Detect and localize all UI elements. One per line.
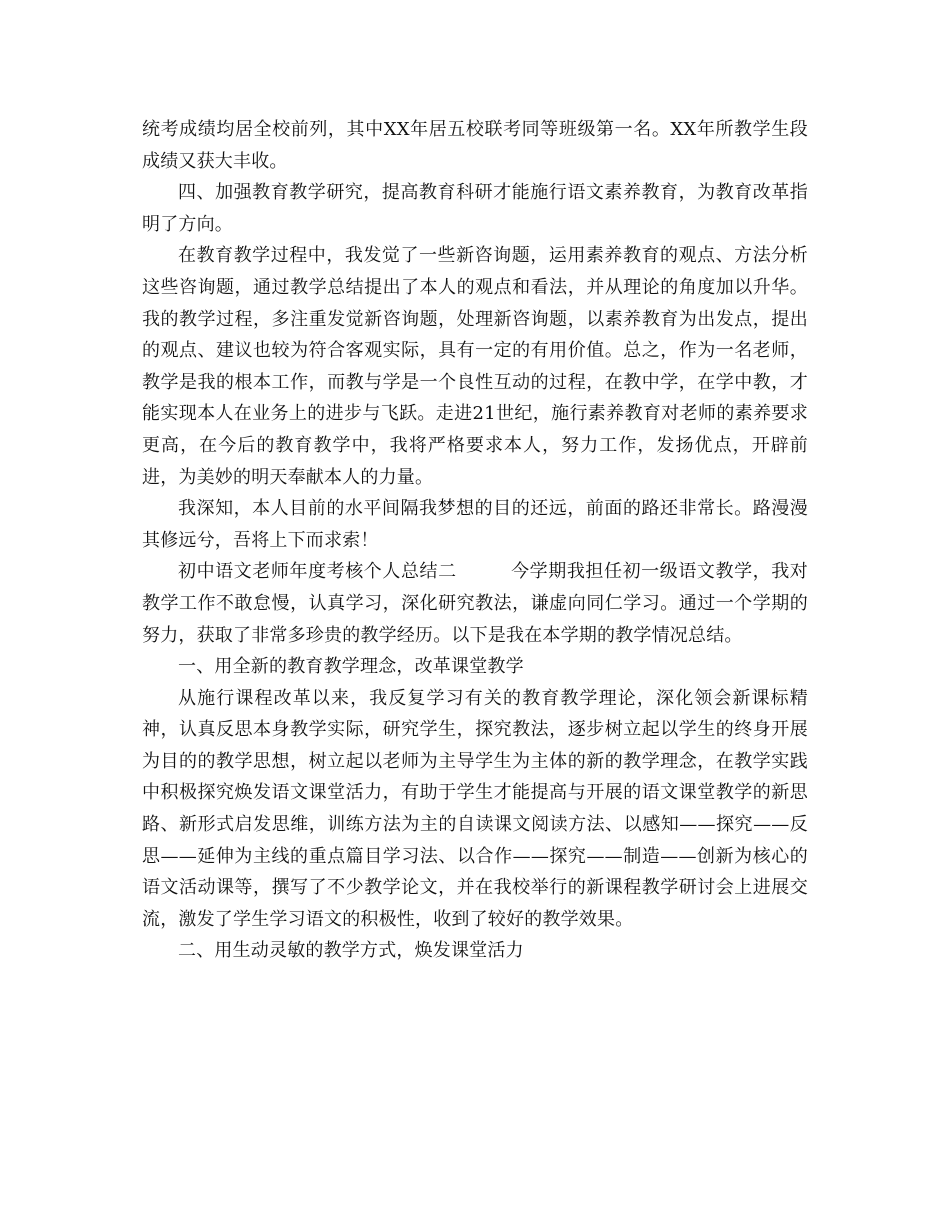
section1-body: 从施行课程改革以来，我反复学习有关的教育教学理论，深化领会新课标精神，认真反思本身教学实际，研究学生，探究教法，逐步树立起以学生的终身开展为目的的教学思想，树立起以老师为主导学生为主体的新的教学理念，在教学实践中积极探究焕发语文课堂活力，有助于学生才能提高与开展的语文课堂教学的新思路、新形式启发思维，训练方法为主的自读课文阅读方法、以感知——探究——反思——延伸为主线的重点篇目学习法、以合作——探究——制造——创新为核心的语文活动课等，撰写了不少教学论文，并在我校举行的新课程教学研讨会上进展交流，激发了学生学习语文的积极性，收到了较好的教学效果。 [142,687,808,930]
section4-heading: 四、加强教育教学研究，提高教育科研才能施行语文素养教育，为教育改革指明了方向。 [142,182,808,235]
paragraph-summary-two [142,556,808,651]
paragraph-teaching-reflection: 在教育教学过程中，我发觉了一些新咨询题，运用素养教育的观点、方法分析这些咨询题，通过教学总结提出了本人的观点和看法，并从理论的角度加以升华。我的教学过程，多注重发觉新咨询题，处理新咨询题，以素养教育为出发点，提出的观点、建议也较为符合客观实际，具有一定的有用价值。总之，作为一名老师，教学是我的根本工作，而教与学是一个良性互动的过程，在教中学，在学中教，才能实现本人在业务上的进步与飞跃。走进21世纪，施行素养教育对老师的素养要求更高，在今后的教育教学中，我将严格要求本人，努力工作，发扬优点，开辟前进，为美妙的明天奉献本人的力量。 [142,245,808,488]
section2-heading: 二、用生动灵敏的教学方式，焕发课堂活力 [178,940,524,962]
summary-title: 初中语文老师年度考核个人总结二 [178,561,457,583]
paragraph-exam-results: 统考成绩均居全校前列，其中XX年居五校联考同等班级第一名。XX年所教学生段成绩又获大丰收。 [142,119,808,172]
section1-heading: 一、用全新的教育教学理念，改革课堂教学 [178,656,524,678]
summary-intro: 今学期我担任初一级语文教学，我对教学工作不敢怠慢，认真学习，深化研究教法，谦虚向同仁学习。通过一个学期的努力，获取了非常多珍贵的教学经历。以下是我在本学期的教学情况总结。 [142,561,809,646]
paragraph-aspiration: 我深知，本人目前的水平间隔我梦想的目的还远，前面的路还非常长。路漫漫其修远兮，吾将上下而求索！ [142,498,808,551]
document-page [142,114,808,967]
